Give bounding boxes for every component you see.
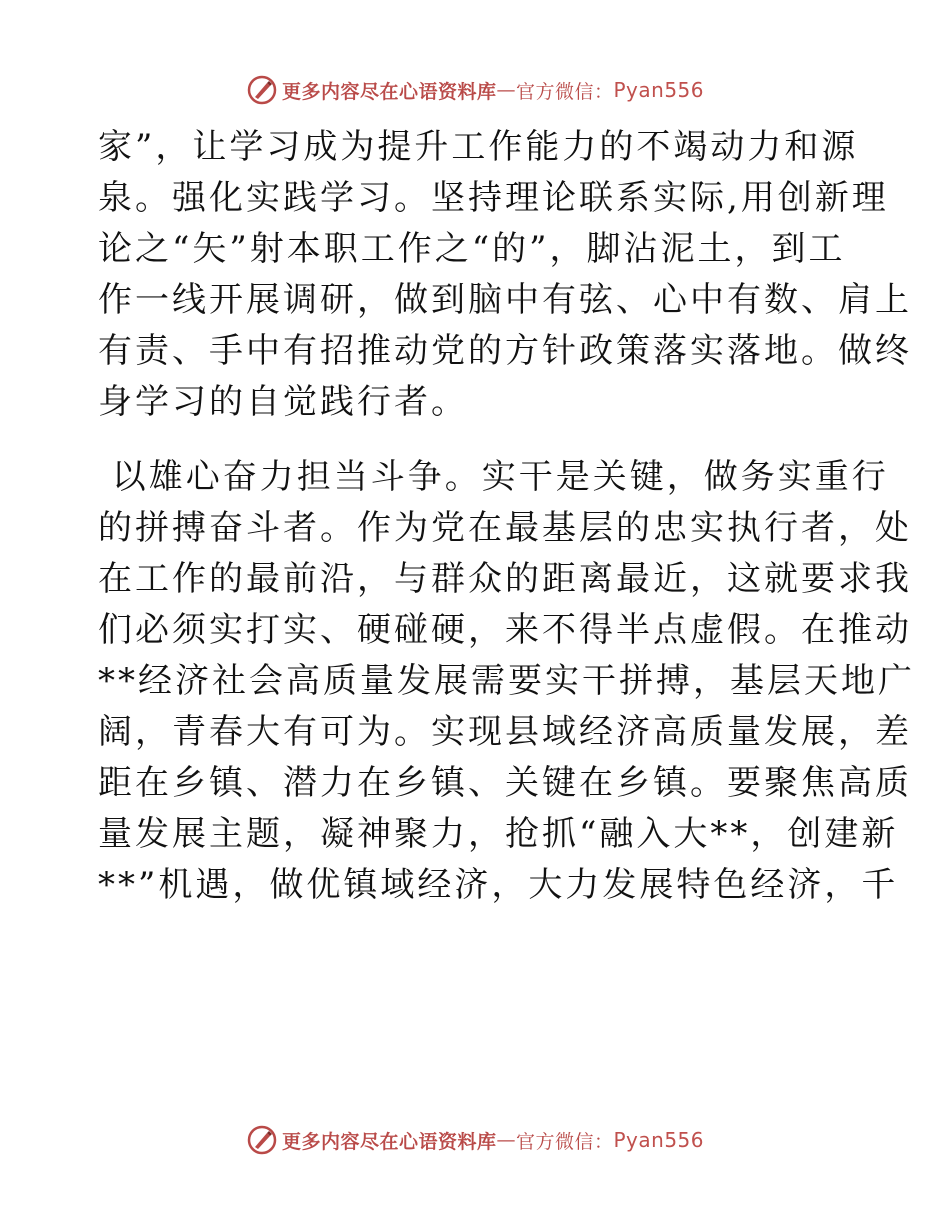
text-line: 身学习的自觉践行者。 bbox=[98, 382, 468, 422]
text-line: 作一线开展调研，做到脑中有弦、心中有数、肩上 bbox=[98, 280, 912, 320]
pen-logo-icon bbox=[246, 74, 278, 106]
text-line: 有责、手中有招推动党的方针政策落实落地。做终 bbox=[98, 331, 912, 371]
text-line: 以雄心奋力担当斗争。实干是关键，做务实重行 bbox=[98, 457, 889, 497]
watermark-main-text: 更多内容尽在心语资料库 bbox=[281, 80, 497, 103]
watermark-sub-text: 官方微信： bbox=[515, 1130, 614, 1153]
text-line: 的拼搏奋斗者。作为党在最基层的忠实执行者，处 bbox=[98, 508, 912, 548]
text-line: **”机遇，做优镇域经济，大力发展特色经济，千 bbox=[98, 865, 899, 905]
paragraph-spacer bbox=[98, 428, 858, 452]
pen-logo-icon bbox=[246, 1124, 278, 1156]
header-watermark bbox=[0, 73, 950, 107]
watermark-dash: — bbox=[496, 79, 516, 101]
watermark-main-text: 更多内容尽在心语资料库 bbox=[281, 1130, 497, 1153]
watermark-sub-text: 官方微信： bbox=[515, 80, 614, 103]
footer-watermark bbox=[0, 1123, 950, 1157]
text-line: 量发展主题，凝神聚力，抢抓“融入大**，创建新 bbox=[98, 814, 899, 854]
document-body bbox=[98, 122, 915, 911]
text-line: 阔，青春大有可为。实现县域经济高质量发展，差 bbox=[98, 712, 912, 752]
watermark-dash: — bbox=[496, 1129, 516, 1151]
text-line: 泉。强化实践学习。坚持理论联系实际,用创新理 bbox=[98, 178, 889, 218]
paragraph-1 bbox=[98, 122, 912, 428]
text-line: 家”，让学习成为提升工作能力的不竭动力和源 bbox=[98, 127, 859, 167]
text-line: **经济社会高质量发展需要实干拼搏，基层天地广 bbox=[98, 661, 915, 701]
text-line: 距在乡镇、潜力在乡镇、关键在乡镇。要聚焦高质 bbox=[98, 763, 912, 803]
text-line: 论之“矢”射本职工作之“的”，脚沾泥土，到工 bbox=[98, 229, 846, 269]
text-line: 们必须实打实、硬碰硬，来不得半点虚假。在推动 bbox=[98, 610, 912, 650]
watermark-wechat-id: Pyan556 bbox=[613, 1128, 705, 1152]
watermark-wechat-id: Pyan556 bbox=[613, 78, 705, 102]
text-line: 在工作的最前沿，与群众的距离最近，这就要求我 bbox=[98, 559, 912, 599]
paragraph-2 bbox=[98, 452, 915, 911]
